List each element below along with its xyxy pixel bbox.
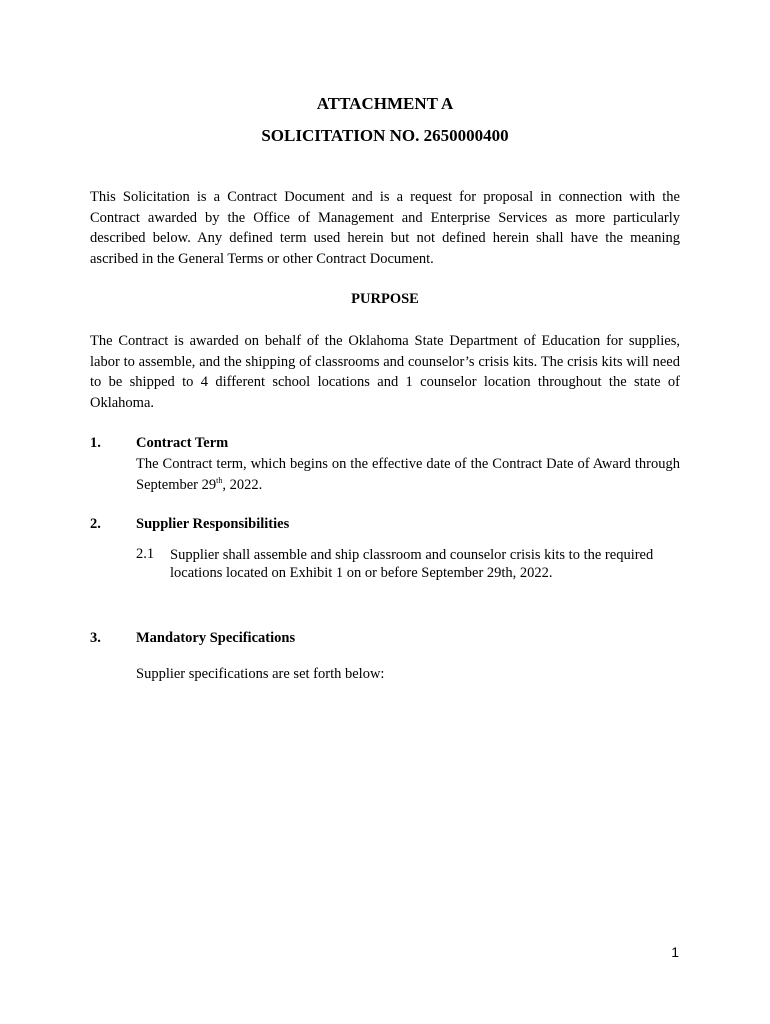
section-1-number: 1. (90, 435, 101, 451)
section-2-title: Supplier Responsibilities (136, 516, 290, 532)
solicitation-number: SOLICITATION NO. 2650000400 (261, 126, 509, 145)
section-1-body-end: , 2022. (222, 476, 263, 493)
page-number: 1 (671, 944, 679, 960)
section-1-body-sup: th (216, 475, 223, 485)
subsection-2-1-text: Supplier shall assemble and ship classroom and counselor crisis kits to the required locations located on Exhibit 1 on or before September 29th, 2022. (170, 547, 654, 581)
subsection-2-1-number: 2.1 (136, 546, 155, 562)
section-2-number: 2. (90, 516, 101, 532)
section-1-title: Contract Term (136, 435, 229, 451)
purpose-heading: PURPOSE (351, 291, 419, 307)
section-3-number: 3. (90, 630, 101, 646)
section-1-body-text: The Contract term, which begins on the effective date of the Contract Date of Award through September 29 (136, 456, 680, 493)
section-3-title: Mandatory Specifications (136, 630, 296, 646)
section-3-body: Supplier specifications are set forth below: (136, 666, 385, 682)
attachment-title: ATTACHMENT A (316, 94, 454, 113)
purpose-paragraph: The Contract is awarded on behalf of the Oklahoma State Department of Education for supplies, labor to assemble, and the shipping of classrooms and counselor’s crisis kits. The crisis kits will need to be shipped to 4 different school locations and 1 counselor location throughout the state of Oklahoma. (90, 333, 680, 412)
intro-paragraph: This Solicitation is a Contract Document and is a request for proposal in connection with the Contract awarded by the Office of Management and Enterprise Services as more particularly described below. Any defined term used herein but not defined herein shall have the meaning ascribed in the General Terms or other Contract Document. (90, 189, 680, 268)
section-1-body (136, 454, 680, 495)
